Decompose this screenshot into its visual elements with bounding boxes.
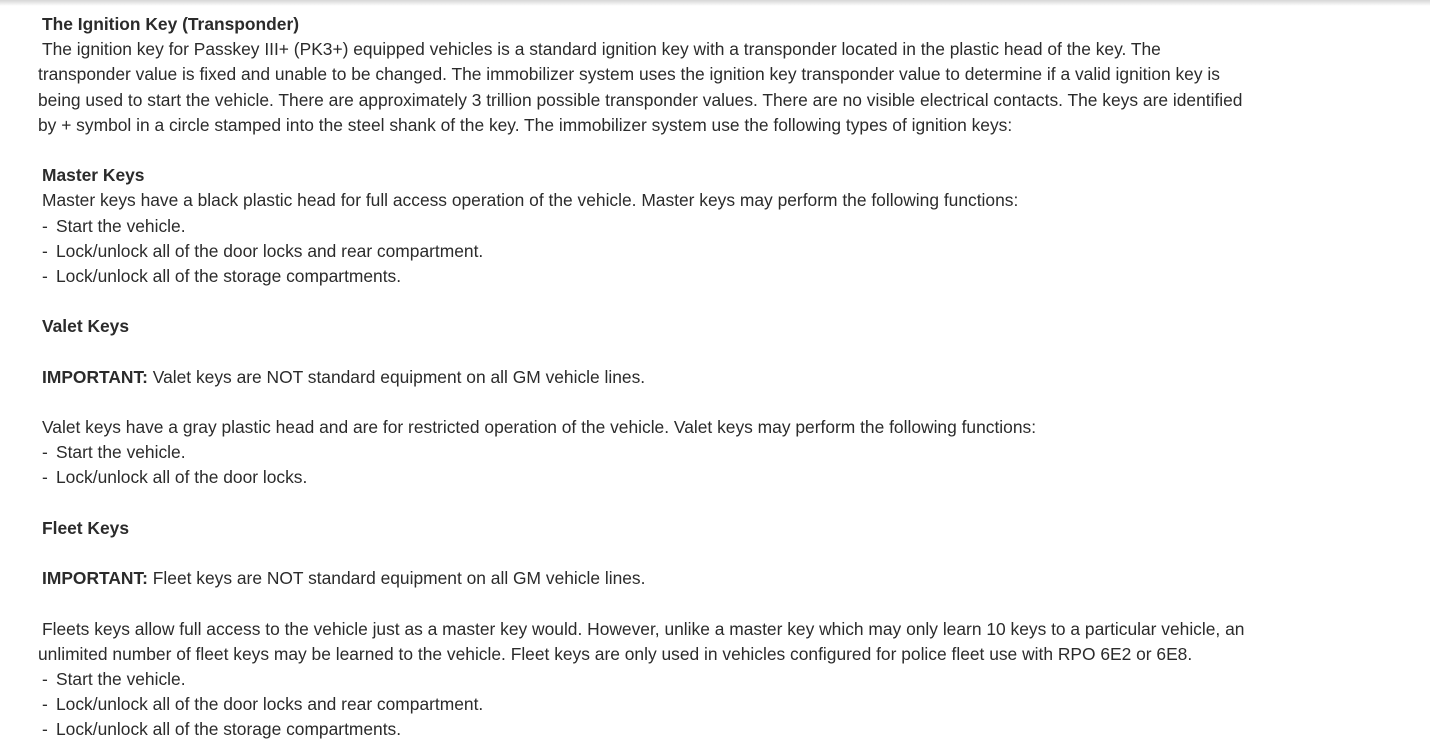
list-item-text: Lock/unlock all of the door locks. — [56, 467, 308, 488]
paragraph-line: being used to start the vehicle. There are approximately 3 trillion possible transponder values. There are no visible electrical contacts. The keys are identified — [38, 89, 1243, 110]
paragraph-line: unlimited number of fleet keys may be learned to the vehicle. Fleet keys are only used in vehicles configured for police fleet use with RPO 6E2 or 6E8. — [38, 643, 1193, 664]
list-item-text: Start the vehicle. — [56, 442, 186, 463]
dash-bullet: - — [42, 694, 48, 715]
spacer — [38, 591, 1278, 616]
top-shadow — [0, 0, 1430, 6]
dash-bullet: - — [42, 215, 48, 236]
important-note — [38, 365, 1278, 390]
paragraph-line: Fleets keys allow full access to the vehicle just as a master key would. However, unlike a master key which may only learn 10 keys to a particular vehicle, an — [42, 618, 1245, 639]
spacer — [38, 138, 1278, 163]
dash-bullet: - — [42, 467, 48, 488]
important-label: IMPORTANT: — [42, 366, 148, 387]
list-item — [38, 214, 1278, 239]
dash-bullet: - — [42, 442, 48, 463]
paragraph-line: Master keys have a black plastic head for full access operation of the vehicle. Master keys may perform the following functions: — [42, 190, 1019, 211]
list-item-text: Start the vehicle. — [56, 668, 186, 689]
list-item — [38, 692, 1278, 717]
dash-bullet: - — [42, 668, 48, 689]
spacer — [38, 390, 1278, 415]
important-text: Fleet keys are NOT standard equipment on all GM vehicle lines. — [152, 568, 646, 589]
dash-bullet: - — [42, 719, 48, 740]
list-item-text: Lock/unlock all of the door locks and rear compartment. — [56, 694, 484, 715]
dash-bullet: - — [42, 265, 48, 286]
document-body — [38, 12, 1278, 742]
list-item — [38, 440, 1278, 465]
list-item — [38, 239, 1278, 264]
list-item — [38, 667, 1278, 692]
important-text: Valet keys are NOT standard equipment on all GM vehicle lines. — [152, 366, 646, 387]
section-heading-ignition-key: The Ignition Key (Transponder) — [42, 14, 300, 34]
list-item-text: Lock/unlock all of the door locks and rear compartment. — [56, 240, 484, 261]
dash-bullet: - — [42, 240, 48, 261]
spacer — [38, 541, 1278, 566]
section-heading-master-keys: Master Keys — [42, 165, 145, 186]
list-item — [38, 264, 1278, 289]
important-note — [38, 566, 1278, 591]
list-item-text: Start the vehicle. — [56, 215, 186, 236]
paragraph-line: by + symbol in a circle stamped into the steel shank of the key. The immobilizer system use the following types of ignition keys: — [38, 114, 1013, 135]
section-heading-valet-keys: Valet Keys — [42, 316, 130, 337]
paragraph-line: The ignition key for Passkey III+ (PK3+) equipped vehicles is a standard ignition key with a transponder located in the plastic head of the key. The — [42, 39, 1161, 60]
paragraph-line: transponder value is fixed and unable to be changed. The immobilizer system uses the ignition key transponder value to determine if a valid ignition key is — [38, 64, 1220, 85]
spacer — [38, 339, 1278, 364]
list-item-text: Lock/unlock all of the storage compartments. — [56, 265, 402, 286]
list-item — [38, 717, 1278, 742]
spacer — [38, 289, 1278, 314]
important-label: IMPORTANT: — [42, 568, 148, 589]
section-heading-fleet-keys: Fleet Keys — [42, 517, 129, 538]
list-item — [38, 465, 1278, 490]
paragraph-line: Valet keys have a gray plastic head and are for restricted operation of the vehicle. Valet keys may perform the following functions: — [42, 417, 1037, 437]
list-item-text: Lock/unlock all of the storage compartments. — [56, 719, 402, 740]
spacer — [38, 491, 1278, 516]
